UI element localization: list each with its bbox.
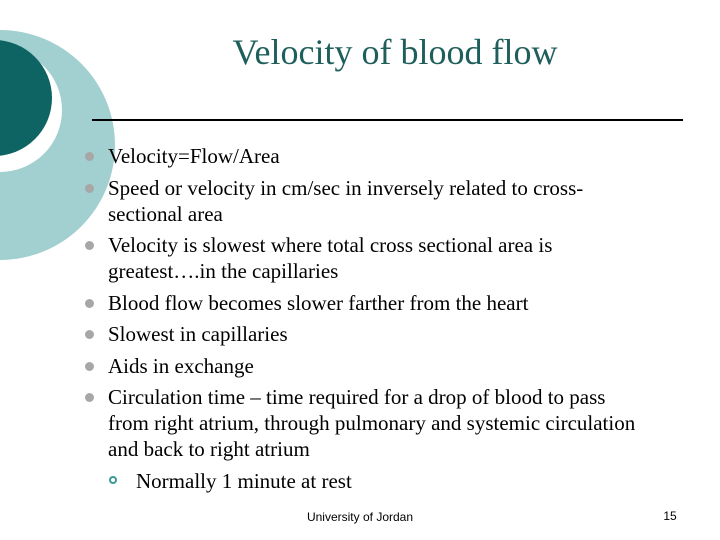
bullet-text: Velocity=Flow/Area: [108, 144, 280, 168]
bullet-dot-icon: [85, 393, 94, 402]
bullet-text: Aids in exchange: [108, 353, 254, 378]
bullet-item: [84, 232, 644, 284]
bullet-item: [84, 175, 644, 227]
bullet-text: Velocity is slowest where total cross sectional area is greatest….in the capillaries: [108, 233, 553, 283]
bullet-dot-icon: [85, 362, 94, 371]
bullet-item: [84, 321, 644, 347]
bullet-text: Slowest in capillaries: [108, 322, 288, 346]
bullet-text: Circulation time – time required for a drop of blood to pass from right atrium, through pulmonary and systemic circulation and back to right atrium: [108, 385, 636, 461]
footer-text: University of Jordan: [306, 510, 414, 524]
slide-number: 15: [663, 509, 677, 523]
bullet-text: Blood flow becomes slower farther from the heart: [108, 290, 529, 315]
bullet-dot-icon: [85, 184, 94, 193]
bullet-dot-icon: [85, 152, 94, 161]
bullet-dot-icon: [85, 299, 94, 308]
sub-bullet-list: [108, 468, 644, 494]
sub-bullet-text: Normally 1 minute at rest: [136, 469, 352, 493]
bullet-dot-icon: [85, 241, 94, 250]
bullet-item: [84, 384, 644, 494]
bullet-item: [84, 353, 644, 379]
bullet-item: [84, 290, 644, 316]
bullet-text: Speed or velocity in cm/sec in inversely related to cross-sectional area: [108, 175, 584, 226]
bullet-dot-icon: [85, 330, 94, 339]
slide-title: Velocity of blood flow: [232, 32, 558, 72]
bullet-item: [84, 143, 644, 169]
title-divider: [92, 119, 683, 121]
bullet-list: [84, 143, 644, 500]
ring-bullet-icon: [109, 476, 117, 484]
sub-bullet-item: [108, 468, 644, 494]
